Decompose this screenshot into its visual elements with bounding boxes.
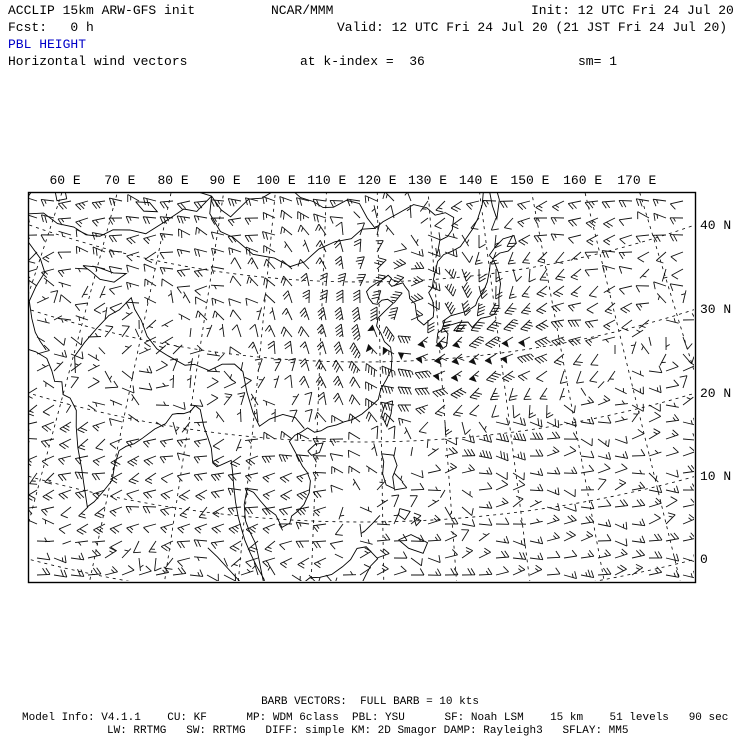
lon-label: 170 E — [617, 173, 657, 188]
lon-label: 150 E — [510, 173, 550, 188]
lon-label: 60 E — [49, 173, 81, 188]
lat-label: 0 — [700, 552, 708, 567]
lat-label: 40 N — [700, 218, 732, 233]
lat-label: 20 N — [700, 386, 732, 401]
lat-label: 10 N — [700, 469, 732, 484]
barb-legend: BARB VECTORS: FULL BARB = 10 kts — [261, 696, 479, 708]
lon-label: 80 E — [157, 173, 189, 188]
lon-label: 130 E — [408, 173, 448, 188]
lon-label: 110 E — [307, 173, 347, 188]
lon-label: 120 E — [357, 173, 397, 188]
lon-label: 90 E — [209, 173, 241, 188]
model-info: Model Info: V4.1.1 CU: KF MP: WDM 6class PBL: YSU SF: Noah LSM 15 km 51 levels 90 sec — [22, 712, 729, 724]
physics-info: LW: RRTMG SW: RRTMG DIFF: simple KM: 2D Smagor DAMP: Rayleigh3 SFLAY: MM5 — [107, 725, 629, 737]
lon-label: 160 E — [563, 173, 603, 188]
lon-label: 100 E — [256, 173, 296, 188]
lon-label: 70 E — [104, 173, 136, 188]
lon-label: 140 E — [458, 173, 498, 188]
lat-label: 30 N — [700, 302, 732, 317]
